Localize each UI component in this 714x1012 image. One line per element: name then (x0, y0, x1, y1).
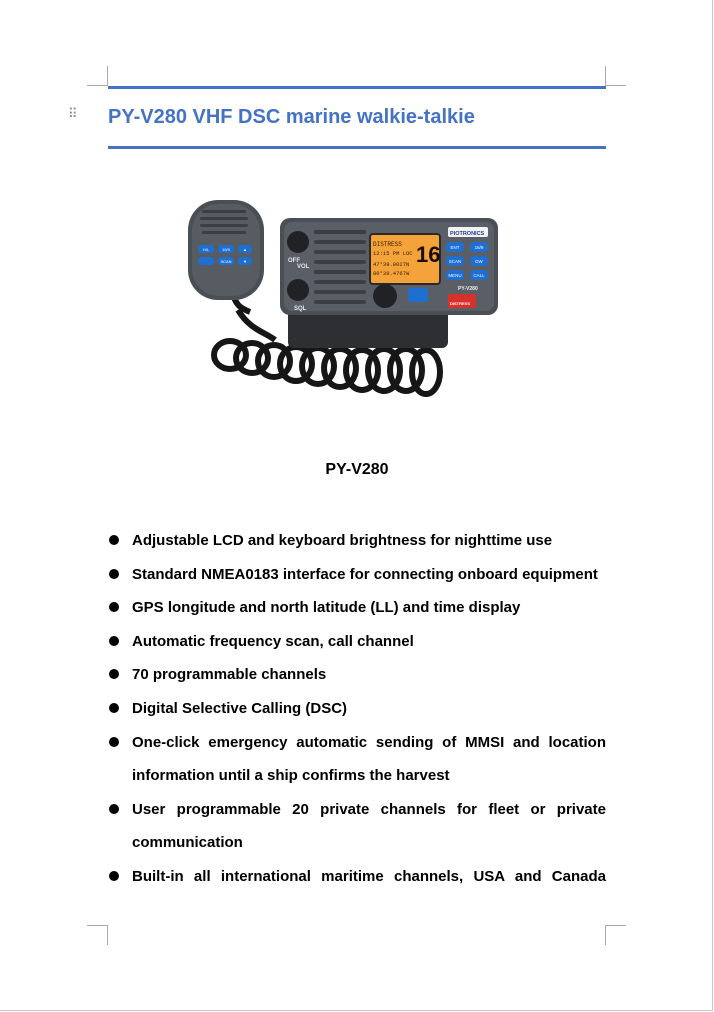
list-item (108, 658, 606, 692)
page-title: PY-V280 VHF DSC marine walkie-talkie (108, 106, 475, 128)
title-bottom-rule (108, 146, 606, 149)
lcd-line: DISTRESS (373, 241, 402, 248)
panel-button-label: 16/9 (474, 245, 484, 250)
panel-button-label: ENT (450, 245, 460, 250)
bullet-icon (109, 569, 119, 579)
squelch-knob (287, 279, 309, 301)
volume-knob (287, 231, 309, 253)
bullet-icon (109, 737, 119, 747)
list-item (108, 860, 606, 894)
crop-mark (87, 85, 107, 86)
list-item-text: Adjustable LCD and keyboard brightness for nighttime use (132, 532, 553, 549)
bullet-icon (109, 703, 119, 713)
list-item-text: Automatic frequency scan, call channel (132, 632, 414, 650)
lcd-line: 47°39.8027N (373, 261, 410, 268)
knob-label-vol: VOL (297, 264, 310, 270)
distress-label: DISTRESS (450, 301, 471, 306)
bullet-icon (109, 804, 119, 814)
list-item-text: GPS longitude and north latitude (LL) and time display (132, 599, 521, 617)
lcd-line: 12:15 PM LOC (373, 250, 413, 257)
mic-button-label: SCAN (220, 259, 232, 264)
feature-list (108, 524, 606, 894)
bullet-icon (109, 669, 119, 679)
bullet-icon (109, 602, 119, 612)
list-item (108, 692, 606, 726)
move-handle-icon[interactable]: ⠿ (68, 106, 77, 121)
mic-button-label: H/L (202, 247, 210, 252)
panel-button-label: MENU (448, 273, 462, 278)
list-item-text: 70 programmable channels (132, 666, 327, 684)
mic-button-label: ▼ (243, 259, 247, 264)
knob-label-sql: SQL (294, 306, 307, 312)
crop-mark (605, 66, 606, 86)
crop-mark (107, 66, 108, 86)
lcd-line: 80°39.4767W (373, 270, 410, 277)
list-item (108, 625, 606, 659)
knob-label-off: OFF (288, 258, 300, 264)
crop-mark (87, 925, 107, 926)
bullet-icon (109, 636, 119, 646)
panel-button-label: CALL (473, 273, 485, 278)
crop-mark (605, 925, 606, 945)
crop-mark (107, 925, 108, 945)
channel-knob (373, 284, 397, 308)
title-top-rule (108, 86, 606, 89)
list-item-text: Built-in all international maritime channels, USA and Canada (132, 867, 606, 885)
blue-key (408, 288, 428, 302)
brand-label: PIOTRONICS (450, 231, 485, 237)
mic-button-label: ▲ (243, 247, 247, 252)
list-item-text: Digital Selective Calling (DSC) (132, 699, 348, 717)
list-item-text: One-click emergency automatic sending of MMSI and location information until a ship confirms the harvest (132, 733, 606, 785)
figure-caption: PY-V280 (325, 461, 389, 478)
list-item (108, 591, 606, 625)
list-item-text: Standard NMEA0183 interface for connecting onboard equipment (132, 565, 598, 583)
bullet-icon (109, 871, 119, 881)
crop-mark (606, 85, 626, 86)
panel-button-label: SCAN (448, 259, 462, 264)
list-item (108, 726, 606, 793)
model-label: PY-V280 (458, 286, 478, 292)
mic-button-label: 16/9 (222, 247, 230, 252)
bullet-icon (109, 535, 119, 545)
list-item (108, 558, 606, 592)
list-item-text: User programmable 20 private channels for fleet or private communication (132, 800, 606, 852)
panel-button-label: DW (475, 259, 483, 264)
list-item (108, 524, 606, 558)
crop-mark (606, 925, 626, 926)
lcd-channel: 16 (416, 242, 441, 267)
list-item (108, 793, 606, 860)
radio-product-image (180, 190, 485, 420)
